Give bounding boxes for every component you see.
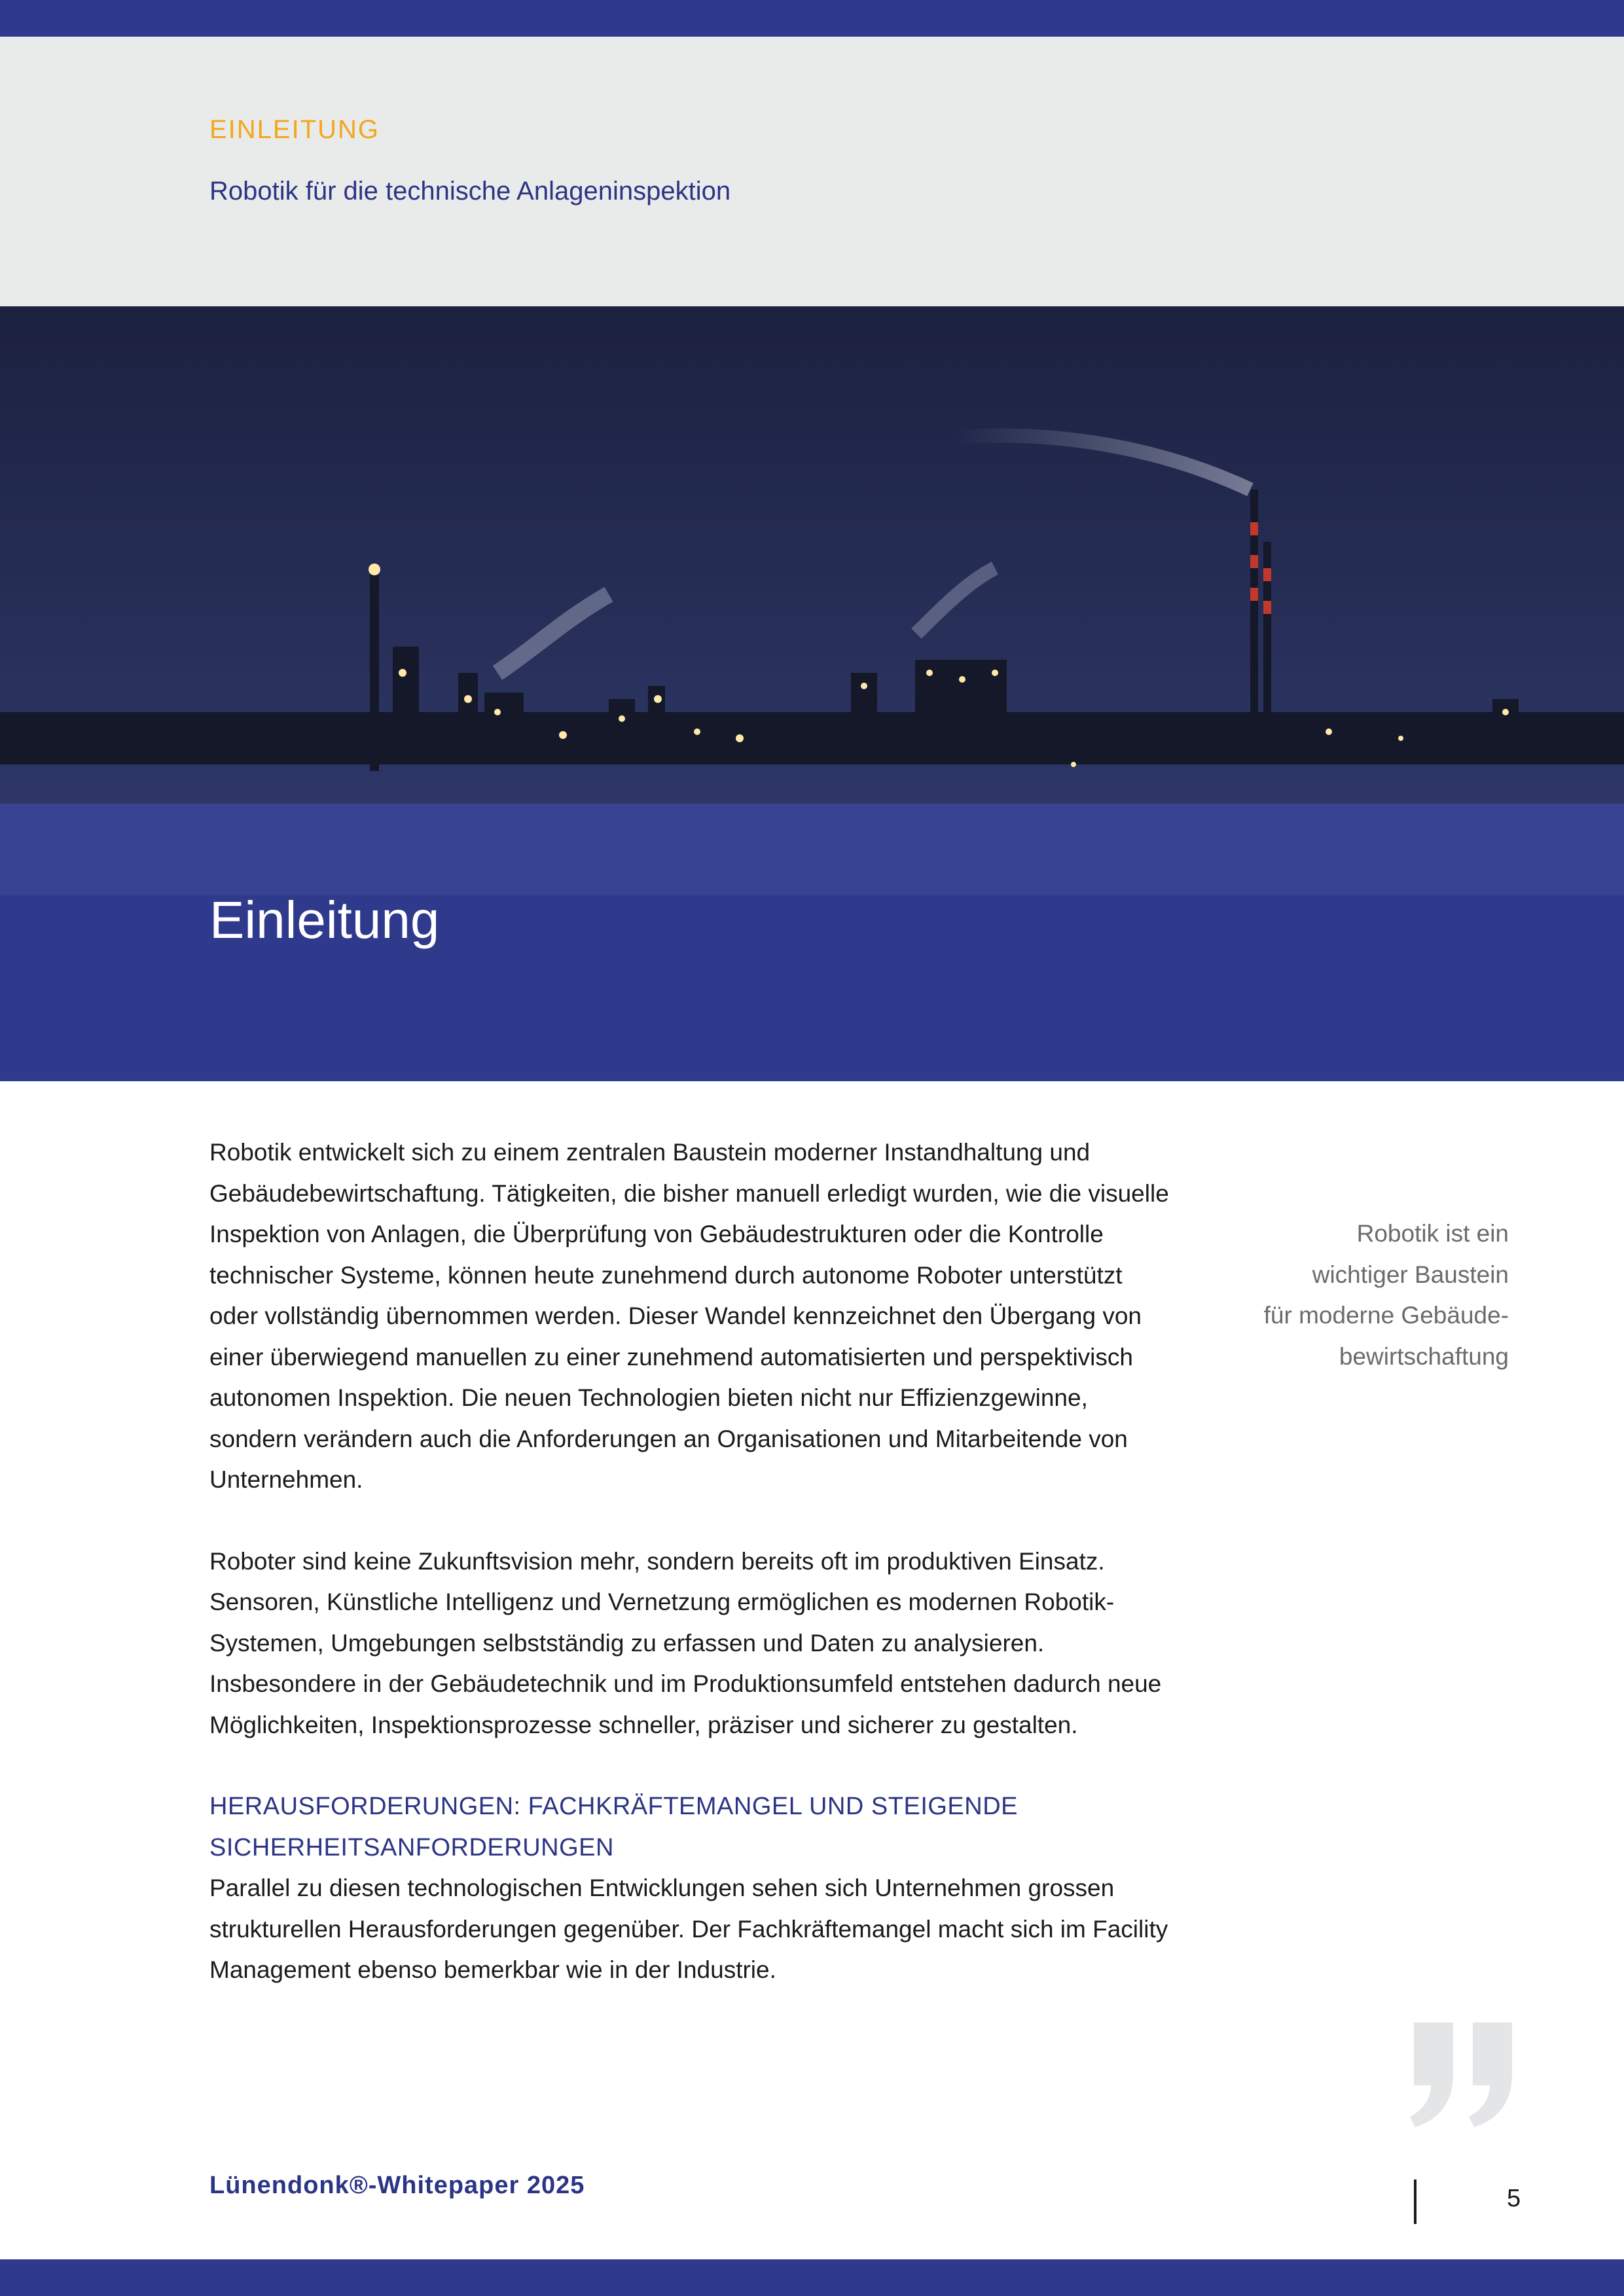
bottom-color-bar [0, 2259, 1624, 2296]
industrial-plant-night-photo [0, 306, 1624, 1081]
section-label: EINLEITUNG [209, 115, 380, 144]
section-subtitle: Robotik für die technische Anlageninspektion [209, 177, 731, 206]
closing-quote-icon [1407, 2022, 1525, 2130]
pullquote [1234, 1213, 1509, 1377]
body-text [209, 1132, 1172, 1991]
paragraph-3: Parallel zu diesen technologischen Entwicklungen sehen sich Unternehmen grossen strukturellen Herausforderungen gegenüber. Der Fachkräftemangel macht sich im Facility Management ebenso bemerkbar wie in der Industrie. [209, 1874, 1168, 1983]
hero-image [0, 306, 1624, 1081]
hero-title: Einleitung [209, 891, 440, 949]
top-color-bar [0, 0, 1624, 37]
pullquote-line: für moderne Gebäude- [1263, 1302, 1509, 1329]
paragraph-2: Roboter sind keine Zukunftsvision mehr, sondern bereits oft im produktiven Einsatz. Sensoren, Künstliche Intelligenz und Vernetzung ermöglichen es modernen Robotik-Systemen, Umgebungen selbstständig zu erfassen und Daten zu analysieren. Insbesondere in der Gebäudetechnik und im Produktionsumfeld entstehen dadurch neue Möglichkeiten, Inspektionsprozesse schneller, präziser und sicherer zu gestalten. [209, 1547, 1162, 1738]
pullquote-line: bewirtschaftung [1339, 1342, 1509, 1370]
header-band [0, 37, 1624, 306]
footer-title: Lünendonk®-Whitepaper 2025 [209, 2172, 585, 2199]
page-number: 5 [1507, 2185, 1521, 2212]
pullquote-line: Robotik ist ein [1356, 1220, 1509, 1247]
paragraph-1: Robotik entwickelt sich zu einem zentralen Baustein moderner Instandhaltung und Gebäudebewirtschaftung. Tätigkeiten, die bisher manuell erledigt wurden, wie die visuelle Inspektion von Anlagen, die Überprüfung von Gebäudestrukturen oder die Kontrolle technischer Systeme, können heute zunehmend durch autonome Roboter unterstützt oder vollständig übernommen werden. Dieser Wandel kennzeichnet den Übergang von einer überwiegend manuellen zu einer zunehmend automatisierten und perspektivisch autonomen Inspektion. Die neuen Technologien bieten nicht nur Effizienzgewinne, sondern verändern auch die Anforderungen an Organisationen und Mitarbeitende von Unternehmen. [209, 1139, 1169, 1493]
subheading: HERAUSFORDERUNGEN: FACHKRÄFTEMANGEL UND STEIGENDE SICHERHEITSANFORDERUNGEN [209, 1793, 1019, 1861]
pullquote-line: wichtiger Baustein [1312, 1261, 1509, 1288]
footer-divider [1414, 2179, 1416, 2224]
